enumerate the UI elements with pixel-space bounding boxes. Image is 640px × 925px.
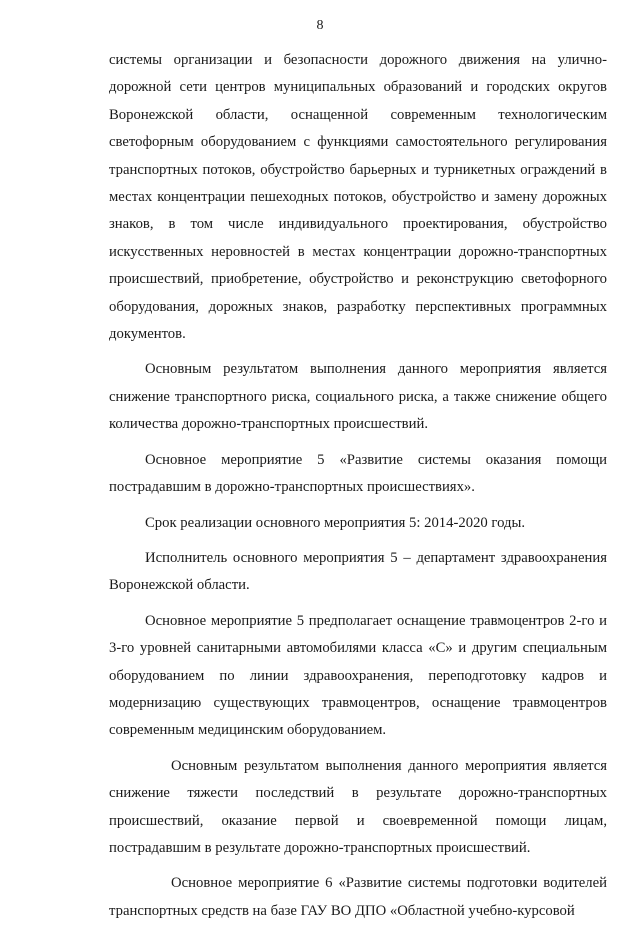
paragraph-measure-5-executor: Исполнитель основного мероприятия 5 – департамент здравоохранения Воронежской области. [109, 549, 607, 594]
paragraph-measure-5-term: Срок реализации основного мероприятия 5: 2014-2020 годы. [145, 514, 526, 531]
paragraph-main-result: Основным результатом выполнения данного мероприятия является снижение транспортного риска, социального риска, а также снижение общего количества дорожно-транспортных происшествий. [109, 361, 607, 433]
page-number: 8 [316, 18, 324, 33]
document-body [109, 47, 607, 925]
paragraph-measure-6-title: Основное мероприятие 6 «Развитие системы подготовки водителей транспортных средств на базе ГАУ ВО ДПО «Областной учебно-курсовой [109, 875, 607, 919]
paragraph-road-safety-measures: системы организации и безопасности дорожного движения на улично-дорожной сети центров муниципальных образований и городских округов Воронежской области, оснащенной современным технологическим светофорным оборудованием с функциями самостоятельного регулирования транспортных потоков, обустройство барьерных и турникетных ограждений в местах концентрации пешеходных потоков, обустройство и замену дорожных знаков, в том числе индивидуального проектирования, обустройство искусственных неровностей в местах концентрации дорожно-транспортных происшествий, приобретение, обустройство и реконструкцию светофорного оборудования, дорожных знаков, разработку перспективных программных документов. [109, 52, 607, 343]
paragraph-measure-5-description: Основное мероприятие 5 предполагает оснащение травмоцентров 2-го и 3-го уровней санитарными автомобилями класса «С» и другим специальным оборудованием по линии здравоохранения, переподготовку кадров и модернизацию существующих травмоцентров, оснащение травмоцентров современным медицинским оборудованием. [109, 612, 607, 739]
paragraph-measure-5-title: Основное мероприятие 5 «Развитие системы оказания помощи пострадавшим в дорожно-транспортных происшествиях». [109, 451, 607, 496]
paragraph-measure-5-result: Основным результатом выполнения данного мероприятия является снижение тяжести последствий в результате дорожно-транспортных происшествий, оказание первой и своевременной помощи лицам, пострадавшим в результате дорожно-транспортных происшествий. [109, 757, 607, 856]
